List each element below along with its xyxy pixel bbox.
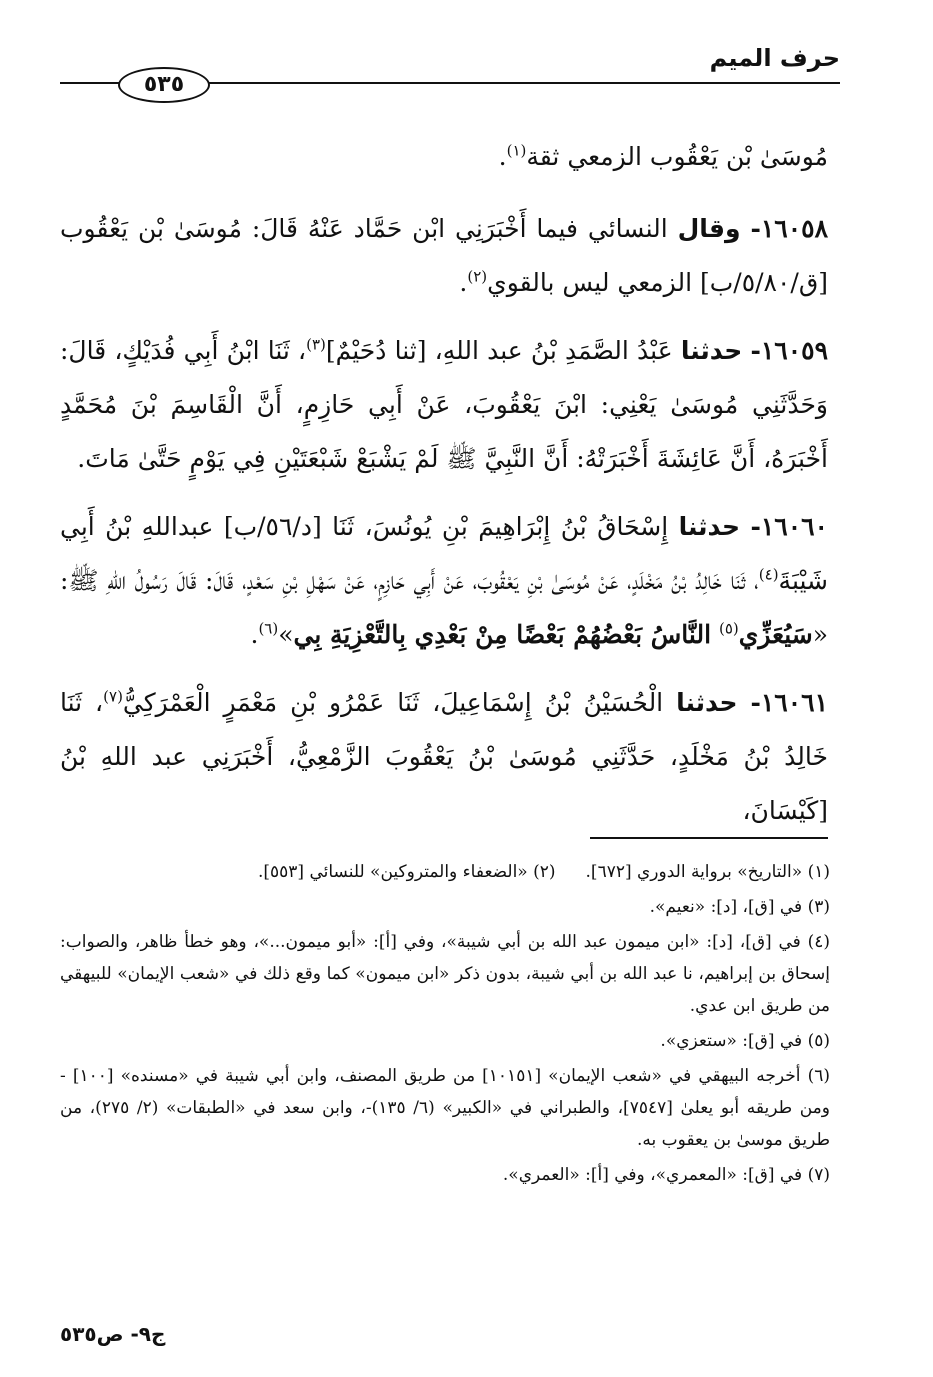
hadith-lead: حدثنا xyxy=(680,336,743,365)
hadith-lead: حدثنا xyxy=(676,688,738,717)
hadith-text: ، ثَنَا ابْنُ أَبِي فُدَيْكٍ، قَالَ: وَحَدَّثَنِي مُوسَىٰ يَعْنِي: ابْنَ يَعْقُوبَ، عَنْ أَبِي حَازِمٍ، أَنَّ الْقَاسِمَ بْنَ مُحَمَّدٍ أَخْبَرَهُ، أَنَّ عَائِشَةَ أَخْبَرَتْهُ: أَنَّ النَّبِيَّ ﷺ لَمْ يَشْبَعْ شَبْعَتَيْنِ فِي يَوْمٍ حَتَّىٰ مَاتَ. xyxy=(60,336,828,473)
footnote-3: (٣) في [ق]، [د]: «نعيم». xyxy=(649,897,830,917)
intro-text: مُوسَىٰ بْن يَعْقُوب الزمعي ثقة xyxy=(526,142,828,171)
hadith-text: إِسْحَاقُ بْنُ إِبْرَاهِيمَ بْنِ يُونُسَ، ثَنَا [د/٥٦/ب] عبداللهِ بْنُ أَبِي شَيْبَةَ xyxy=(60,512,828,595)
footnote-ref: (٦) xyxy=(258,619,279,638)
hadith-text: » xyxy=(278,620,294,649)
footnote-ref: (٧) xyxy=(103,687,123,706)
footnote-ref: (٤) xyxy=(758,565,779,584)
footnote-5: (٥) في [ق]: «ستعزي». xyxy=(660,1031,830,1051)
hadith-number: ١٦٠٦٠- xyxy=(750,512,828,541)
footnote-6: (٦) أخرجه البيهقي في «شعب الإيمان» [١٠١٥١] من طريق المصنف، وابن أبي شيبة في «مسنده» [١٠٠] - ومن طريقه أبو يعلىٰ [٧٥٤٧]، والطبراني في «الكبير» (٦/ ١٣٥)-، وابن سعد في «الطبقات» (٢/ ٢٧٥)، من طريق موسىٰ بن يعقوب به. xyxy=(60,1066,830,1150)
footnote-1: (١) «التاريخ» برواية الدوري [٦٧٢]. xyxy=(585,862,830,882)
footnote-2: (٢) «الضعفاء والمتروكين» للنسائي [٥٥٣]. xyxy=(257,862,556,882)
hadith-text: ، ثَنَا خَالِدُ بْنُ مَخْلَدٍ، عَنْ مُوسَىٰ بْنِ يَعْقُوبَ، عَنْ أَبِي حَازِمٍ، عَنْ سَهْلِ بْنِ سَعْدٍ، قَالَ: قَالَ رَسُولُ اللهِ ﷺ: « xyxy=(60,566,828,649)
footnote-row xyxy=(60,856,830,888)
hadith-end: . xyxy=(459,268,468,297)
hadith-16058 xyxy=(60,202,828,310)
prophetic-saying: النَّاسُ بَعْضُهُمْ بَعْضًا مِنْ بَعْدِي بِالتَّعْزِيَةِ بِي xyxy=(293,620,712,649)
footnotes xyxy=(60,856,830,1194)
footnote-4: (٤) في [ق]، [د]: «ابن ميمون عبد الله بن أبي شيبة»، وفي [أ]: «أبو ميمون...»، وهو خطأ ظاهر، والصواب: إسحاق بن إبراهيم، نا عبد الله بن أبي شيبة، بدون ذكر «ابن ميمون» كما وقع ذلك في «شعب الإيمان» للبيهقي من طريق ابن عدي. xyxy=(60,932,830,1016)
footnote-7: (٧) في [ق]: «المعمري»، وفي [أ]: «العمري». xyxy=(502,1165,830,1185)
volume-page-signature: ج٩- ص٥٣٥ xyxy=(60,1322,166,1346)
hadith-number: ١٦٠٥٩- xyxy=(750,336,828,365)
hadith-lead: حدثنا xyxy=(678,512,741,541)
main-text xyxy=(60,130,828,852)
hadith-lead: وقال xyxy=(677,214,741,243)
footnote-ref: (٥) xyxy=(719,619,739,638)
footnote-ref: (٣) xyxy=(306,335,326,354)
hadith-text: الْحُسَيْنُ بْنُ إِسْمَاعِيلَ، ثَنَا عَمْرُو بْنِ مَعْمَرٍ الْعَمْرَكِيُّ xyxy=(122,688,664,717)
intro-end: . xyxy=(498,142,507,171)
hadith-16059 xyxy=(60,324,828,486)
footnote-ref: (١) xyxy=(506,141,527,160)
footnote-ref: (٢) xyxy=(467,267,488,286)
hadith-number: ١٦٠٦١- xyxy=(750,688,828,717)
intro-paragraph xyxy=(60,130,828,184)
hadith-text: عَبْدُ الصَّمَدِ بْنُ عبد اللهِ، [ثنا دُحَيْمٌ] xyxy=(325,336,673,365)
hadith-16061 xyxy=(60,676,828,838)
page-number-oval: ٥٣٥ xyxy=(118,67,210,103)
footnote-rule xyxy=(590,837,828,839)
hadith-number: ١٦٠٥٨- xyxy=(750,214,828,243)
chapter-title: حرف الميم xyxy=(709,44,840,72)
prophetic-saying: سَيُعَزِّي xyxy=(738,620,813,649)
hadith-end: . xyxy=(250,620,259,649)
hadith-16060 xyxy=(60,500,828,662)
page-header xyxy=(60,44,840,104)
hadith-text: ، ثَنَا خَالِدُ بْنُ مَخْلَدٍ، حَدَّثَنِي مُوسَىٰ بْنُ يَعْقُوبَ الزَّمْعِيُّ، أَخْبَرَنِي عبد اللهِ بْنُ [كَيْسَانَ، xyxy=(60,688,828,825)
hadith-text: النسائي فيما أَخْبَرَنِي ابْن حَمَّاد عَنْهُ قَالَ: مُوسَىٰ بْن يَعْقُوب [ق/٥/٨٠/ب] الزمعي ليس بالقوي xyxy=(60,214,828,297)
